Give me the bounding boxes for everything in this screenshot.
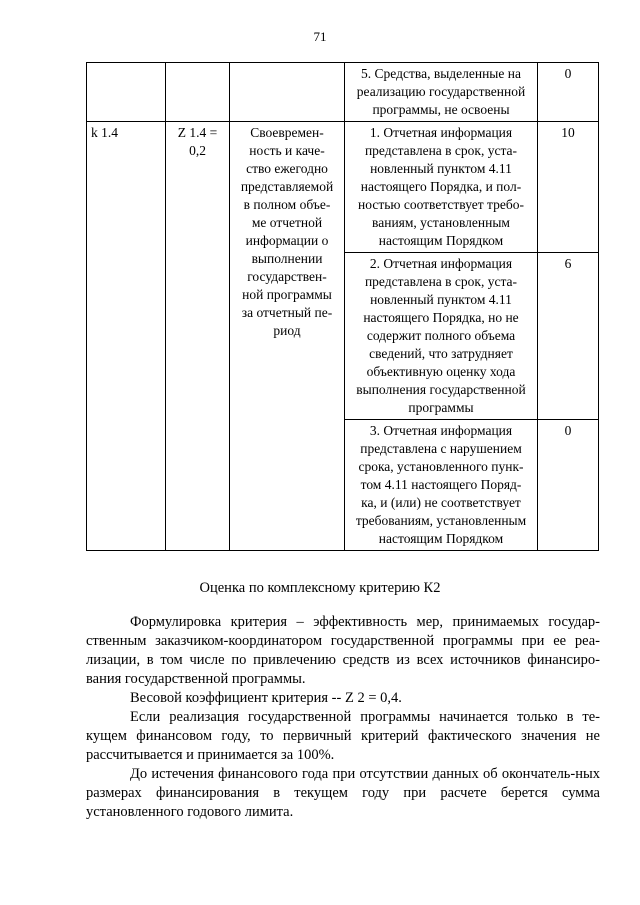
score-cell: 0 — [538, 420, 599, 551]
cell-text-line: настоящего Порядка, но не — [363, 310, 519, 325]
cell-text-line: представлена с нарушением — [360, 441, 522, 456]
section-caption: Оценка по комплексному критерию К2 — [199, 580, 441, 596]
cell-text-line: срока, установленного пунк- — [358, 459, 524, 474]
cell-text-line: 3. Отчетная информация — [369, 423, 513, 438]
weight-cell — [166, 63, 230, 122]
condition-cell — [345, 253, 538, 420]
condition-cell — [345, 122, 538, 253]
cell-text-line: том 4.11 настоящего Поряд- — [360, 477, 522, 492]
cell-text-line: сведений, что затрудняет — [369, 346, 513, 361]
score-cell: 6 — [538, 253, 599, 420]
cell-text-line: информации о — [245, 233, 329, 248]
cell-text-line: ной программы — [242, 287, 332, 302]
cell-text-line: новленный пунктом 4.11 — [370, 292, 512, 307]
cell-text-line: требованиям, установленным — [355, 513, 527, 528]
cell-text-line: ваниям, установленным — [372, 215, 510, 230]
cell-text-line: выполнения государственной — [356, 382, 526, 397]
cell-text-line: объективную оценку хода — [366, 364, 516, 379]
cell-text-line: государствен- — [247, 269, 327, 284]
weight-cell — [166, 122, 230, 551]
cell-text-line: представляемой — [240, 179, 334, 194]
criterion-code-cell — [87, 63, 166, 122]
cell-text-line: 1. Отчетная информация — [369, 125, 513, 140]
page-number: 71 — [313, 29, 327, 44]
condition-cell — [345, 63, 538, 122]
cell-text-line: ностью соответствует требо- — [358, 197, 524, 212]
table-row — [87, 63, 599, 122]
paragraph: Весовой коэффициент критерия -- Z 2 = 0,4. — [130, 690, 402, 706]
criterion-code-cell: k 1.4 — [87, 122, 166, 551]
cell-text-line: Z 1.4 = — [177, 125, 218, 140]
cell-text-line: за отчетный пе- — [241, 305, 333, 320]
cell-text-line: 2. Отчетная информация — [369, 256, 513, 271]
paragraph: Формулировка критерия – эффективность мер, принимаемых государ-ственным заказчиком-координатором государственной программы при ее реа-лизации, в том числе по привлечению средств из всех источников финансиро-вания государственной программы. — [86, 614, 600, 687]
cell-text-line: выполнении — [251, 251, 323, 266]
cell-text-line: представлена в срок, уста- — [364, 274, 518, 289]
cell-text-line: настоящим Порядком — [378, 531, 504, 546]
cell-text-line: риод — [273, 323, 301, 338]
cell-text-line: настоящим Порядком — [378, 233, 504, 248]
criteria-table — [86, 62, 599, 551]
cell-text-line: ме отчетной — [251, 215, 323, 230]
cell-text-line: программы, не освоены — [372, 102, 510, 117]
score-cell: 0 — [538, 63, 599, 122]
cell-text-line: реализацию государственной — [356, 84, 526, 99]
condition-cell — [345, 420, 538, 551]
score-cell: 10 — [538, 122, 599, 253]
table-row — [87, 122, 599, 253]
paragraph: Если реализация государственной программы начинается только в те-кущем финансовом году, то первичный критерий фактического значения не рассчитывается и принимается за 100%. — [86, 709, 600, 763]
paragraph: До истечения финансового года при отсутствии данных об окончатель-ных размерах финансирования в текущем году при расчете берется сумма установленного годового лимита. — [86, 766, 600, 820]
body-text — [86, 613, 600, 822]
cell-text-line: программы — [408, 400, 474, 415]
cell-text-line: ка, и (или) не соответствует — [361, 495, 521, 510]
criterion-name-cell — [230, 63, 345, 122]
cell-text-line: 0,2 — [189, 143, 206, 158]
cell-text-line: 5. Средства, выделенные на — [361, 66, 521, 81]
criterion-name-cell — [230, 122, 345, 551]
cell-text-line: ство ежегодно — [246, 161, 328, 176]
cell-text-line: в полном объе- — [243, 197, 331, 212]
cell-text-line: Своевремен- — [250, 125, 324, 140]
cell-text-line: представлена в срок, уста- — [364, 143, 518, 158]
cell-text-line: содержит полного объема — [366, 328, 516, 343]
cell-text-line: ность и каче- — [249, 143, 325, 158]
cell-text-line: новленный пунктом 4.11 — [370, 161, 512, 176]
cell-text-line: настоящего Порядка, и пол- — [360, 179, 522, 194]
